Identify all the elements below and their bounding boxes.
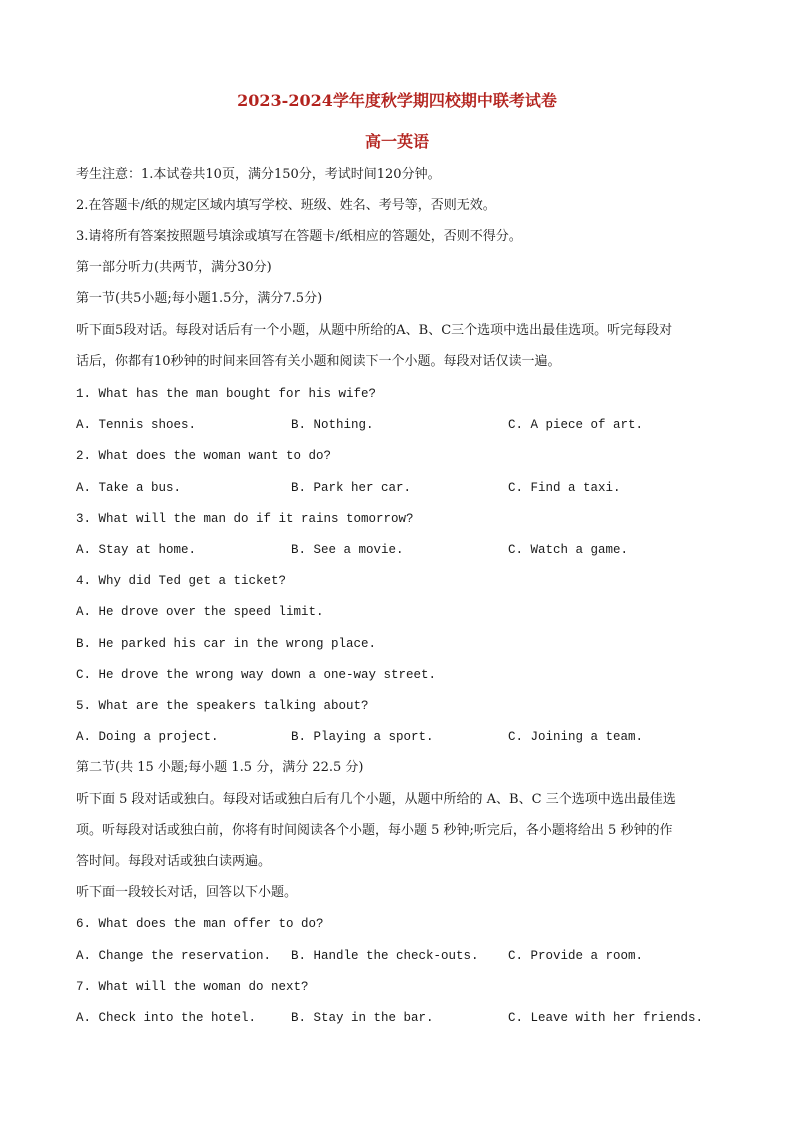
option-a: A. Stay at home.: [76, 543, 197, 557]
question-4-option-b: B. He parked his car in the wrong place.: [76, 637, 377, 651]
note-3: 3.请将所有答案按照题号填涂或填写在答题卡/纸相应的答题处，否则不得分。: [76, 229, 522, 244]
option-c: C. Leave with her friends.: [508, 1011, 704, 1025]
section2-instructions-2: 项。听每段对话或独白前，你将有时间阅读各个小题，每小题 5 秒钟;听完后，各小题将给出 5 秒钟的作: [76, 823, 673, 838]
option-b: B. Stay in the bar.: [291, 1011, 434, 1025]
question-7: 7. What will the woman do next?: [76, 980, 309, 994]
option-c: C. Find a taxi.: [508, 481, 621, 495]
section1-instructions-2: 话后，你都有10秒钟的时间来回答有关小题和阅读下一个小题。每段对话仅读一遍。: [76, 354, 561, 369]
section1-instructions-1: 听下面5段对话。每段对话后有一个小题，从题中所给的A、B、C三个选项中选出最佳选项。听完每段对: [76, 323, 673, 338]
question-6-options: [76, 947, 726, 965]
option-b: B. See a movie.: [291, 543, 404, 557]
section2-instructions-3: 答时间。每段对话或独白读两遍。: [76, 854, 272, 869]
question-2-options: [76, 479, 726, 497]
section1-heading: 第一节(共5小题;每小题1.5分，满分7.5分): [76, 291, 323, 306]
question-5-options: [76, 728, 726, 746]
section2-intro: 听下面一段较长对话，回答以下小题。: [76, 885, 298, 900]
question-4: 4. Why did Ted get a ticket?: [76, 574, 287, 588]
option-c: C. Watch a game.: [508, 543, 629, 557]
option-c: C. A piece of art.: [508, 418, 644, 432]
option-a: A. Doing a project.: [76, 730, 219, 744]
option-a: A. Take a bus.: [76, 481, 182, 495]
option-a: A. Check into the hotel.: [76, 1011, 257, 1025]
option-b: B. Park her car.: [291, 481, 412, 495]
question-6: 6. What does the man offer to do?: [76, 917, 324, 931]
section2-heading: 第二节(共 15 小题;每小题 1.5 分，满分 22.5 分): [76, 760, 364, 775]
option-a: A. Change the reservation.: [76, 949, 272, 963]
question-1: 1. What has the man bought for his wife?: [76, 387, 377, 401]
question-5: 5. What are the speakers talking about?: [76, 699, 369, 713]
option-c: C. Provide a room.: [508, 949, 644, 963]
exam-subject: 高一英语: [364, 132, 429, 151]
option-c: C. Joining a team.: [508, 730, 644, 744]
question-7-options: [76, 1009, 726, 1027]
section2-instructions-1: 听下面 5 段对话或独白。每段对话或独白后有几个小题，从题中所给的 A、B、C 三个选项中选出最佳选: [76, 792, 676, 807]
exam-title: 2023-2024学年度秋学期四校期中联考试卷: [237, 91, 557, 110]
question-2: 2. What does the woman want to do?: [76, 449, 332, 463]
option-b: B. Playing a sport.: [291, 730, 434, 744]
option-b: B. Handle the check-outs.: [291, 949, 479, 963]
option-a: A. Tennis shoes.: [76, 418, 197, 432]
option-b: B. Nothing.: [291, 418, 374, 432]
question-1-options: [76, 416, 726, 434]
part1-heading: 第一部分听力(共两节，满分30分): [76, 260, 272, 275]
note-2: 2.在答题卡/纸的规定区域内填写学校、班级、姓名、考号等，否则无效。: [76, 198, 496, 213]
question-3-options: [76, 541, 726, 559]
question-3: 3. What will the man do if it rains tomorrow?: [76, 512, 414, 526]
question-4-option-c: C. He drove the wrong way down a one-way street.: [76, 668, 437, 682]
question-4-option-a: A. He drove over the speed limit.: [76, 605, 324, 619]
note-1: 考生注意：1.本试卷共10页，满分150分，考试时间120分钟。: [76, 167, 441, 182]
